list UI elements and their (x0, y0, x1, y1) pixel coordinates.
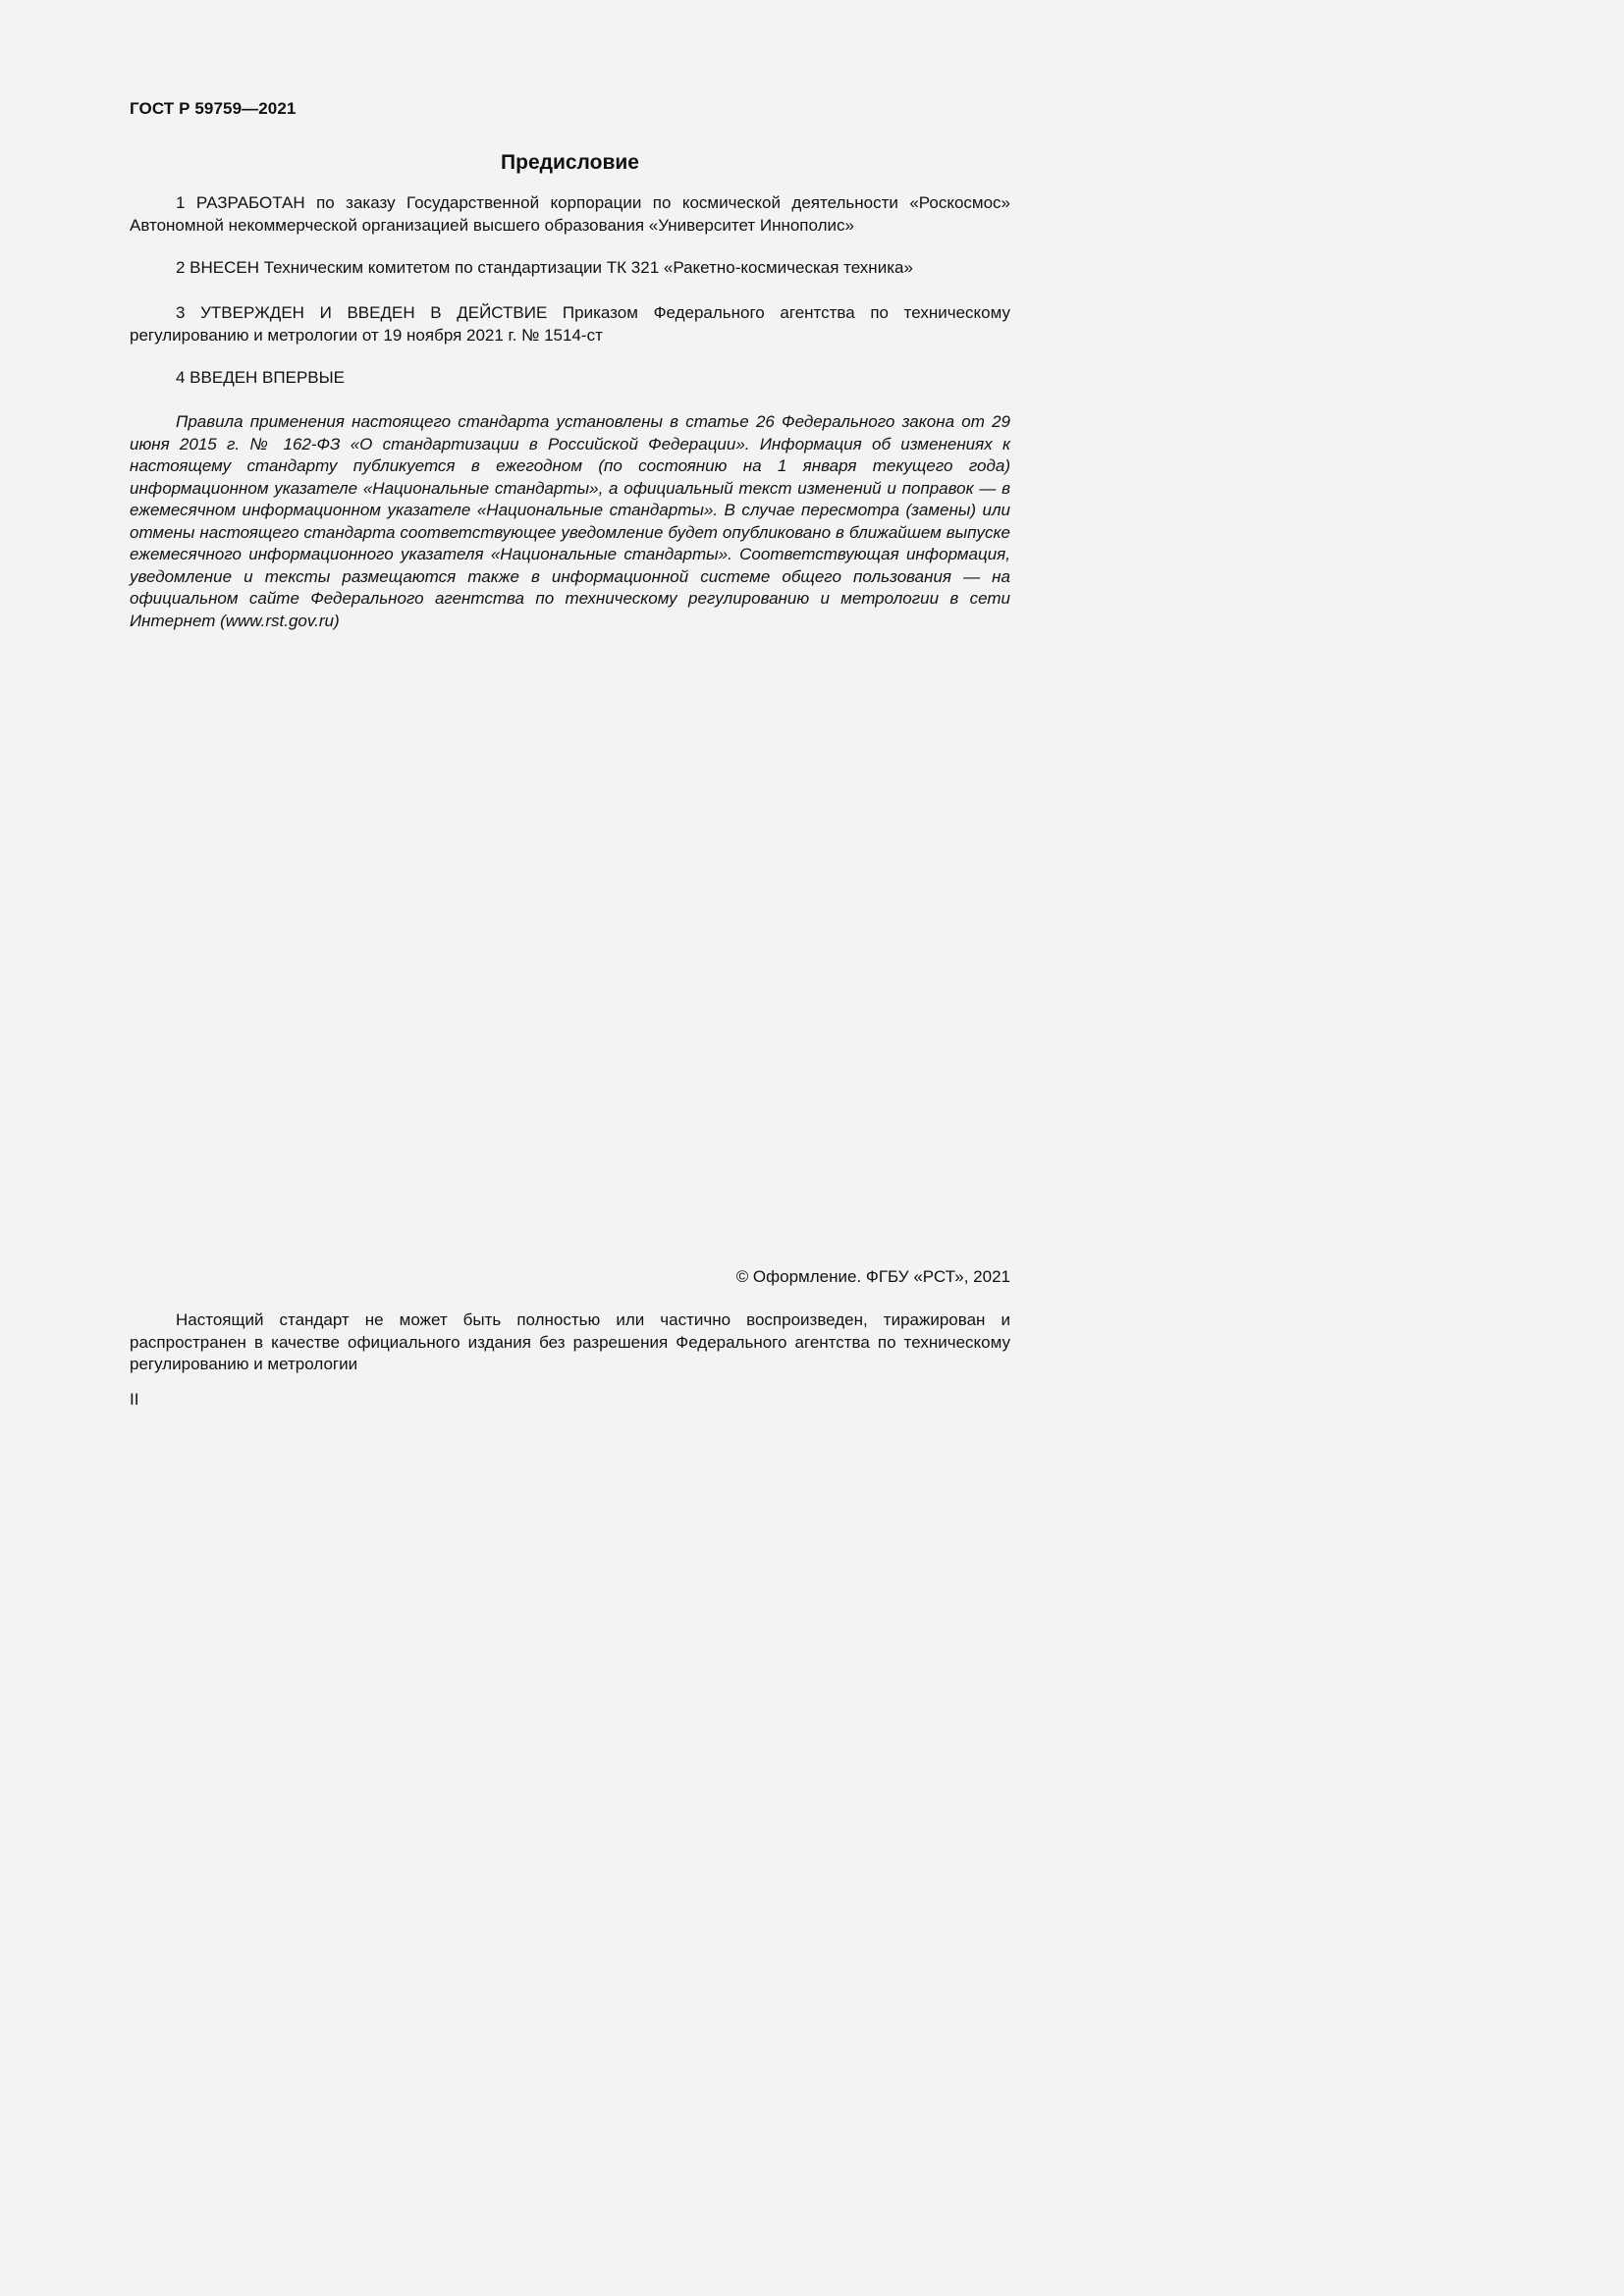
preface-item-developed: 1 РАЗРАБОТАН по заказу Государственной корпорации по космической деятельности «Роскосмос» Автономной некоммерческой организацией высшего образования «Университет Иннополис» (130, 193, 1010, 235)
rules-of-application-note: Правила применения настоящего стандарта установлены в статье 26 Федерального закона от 29 июня 2015 г. № 162-ФЗ «О стандартизации в Российской Федерации». Информация об изменениях к настоящему стандарту публикуется в ежегодном (по состоянию на 1 января текущего года) информационном указателе «Национальные стандарты», а официальный текст изменений и поправок — в ежемесячном информационном указателе «Национальные стандарты». В случае пересмотра (замены) или отмены настоящего стандарта соответствующее уведомление будет опубликовано в ближайшем выпуске ежемесячного информационного указателя «Национальные стандарты». Соответствующая информация, уведомление и тексты размещаются также в информационной системе общего пользования — на официальном сайте Федерального агентства по техническому регулированию и метрологии в сети Интернет (www.rst.gov.ru) (130, 412, 1010, 630)
preface-item-approved: 3 УТВЕРЖДЕН И ВВЕДЕН В ДЕЙСТВИЕ Приказом Федерального агентства по техническому регулированию и метрологии от 19 ноября 2021 г. № 1514-ст (130, 303, 1010, 345)
document-code: ГОСТ Р 59759—2021 (130, 99, 297, 118)
preface-item-introduced: 4 ВВЕДЕН ВПЕРВЫЕ (176, 368, 346, 387)
preface-title: Предисловие (501, 151, 639, 174)
document-page (130, 0, 1010, 1539)
page-number: II (130, 1390, 139, 1409)
preface-item-submitted: 2 ВНЕСЕН Техническим комитетом по стандартизации ТК 321 «Ракетно-космическая техника» (176, 258, 913, 277)
copyright-notice: © Оформление. ФГБУ «РСТ», 2021 (735, 1267, 1010, 1286)
reproduction-notice: Настоящий стандарт не может быть полностью или частично воспроизведен, тиражирован и распространен в качестве официального издания без разрешения Федерального агентства по техническому регулированию и метрологии (130, 1310, 1010, 1373)
